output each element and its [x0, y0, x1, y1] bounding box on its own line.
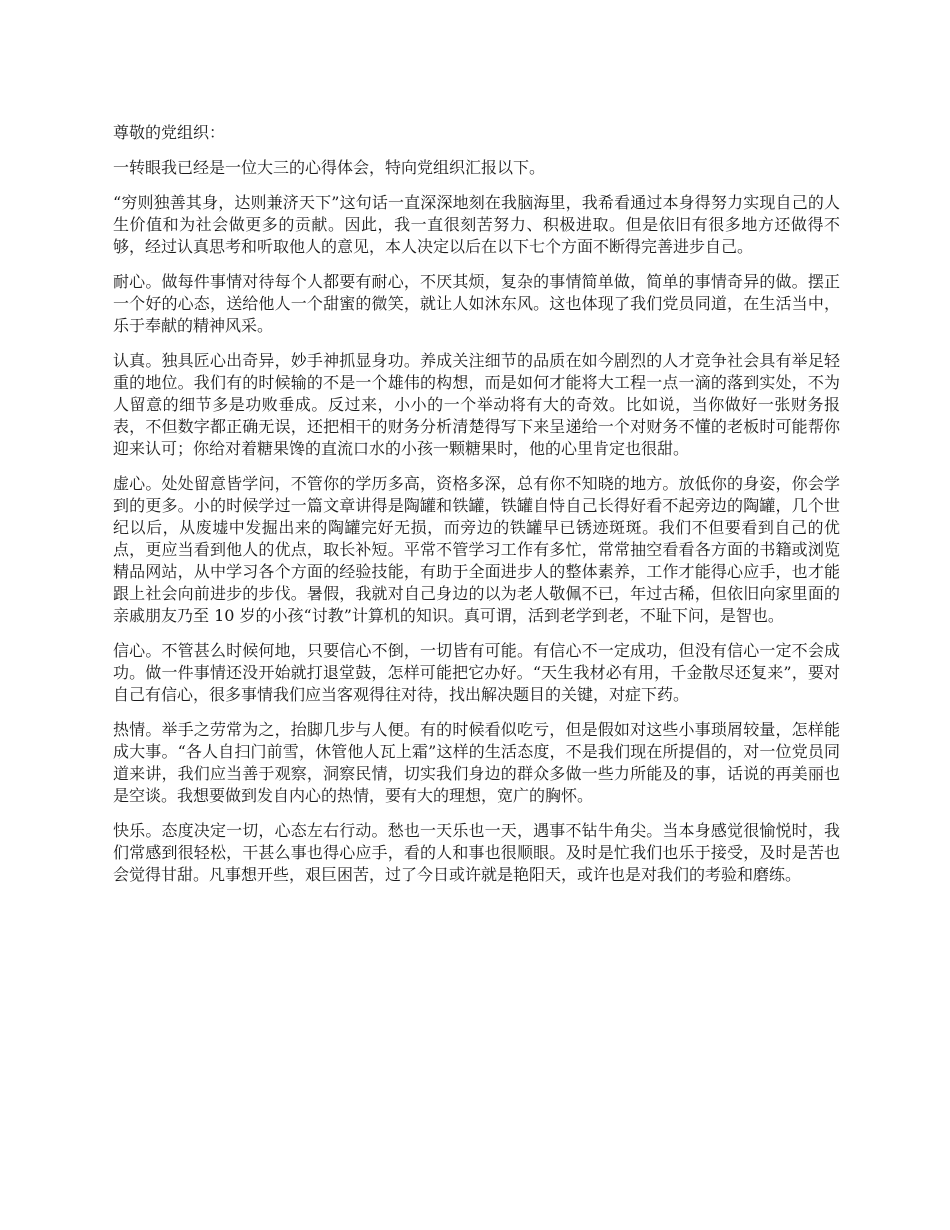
- modesty-paragraph: 虚心。处处留意皆学问，不管你的学历多高，资格多深，总有你不知晓的地方。放低你的身姿，你会学到的更多。小的时候学过一篇文章讲得是陶罐和铁罐，铁罐自恃自己长得好看不起旁边的陶罐，几个世纪以后，从废墟中发掘出来的陶罐完好无损，而旁边的铁罐早已锈迹斑斑。我们不但要看到自己的优点，更应当看到他人的优点，取长补短。平常不管学习工作有多忙，常常抽空看看各方面的书籍或浏览精品网站，从中学习各个方面的经验技能，有助于全面进步人的整体素养，工作才能得心应手，也才能跟上社会向前进步的步伐。暑假，我就对自己身边的以为老人敬佩不已，年过古稀，但依旧向家里面的亲戚朋友乃至 10 岁的小孩“讨教”计算机的知识。真可谓，活到老学到老，不耻下问，是智也。: [113, 474, 840, 625]
- motto-paragraph: “穷则独善其身，达则兼济天下”这句话一直深深地刻在我脑海里，我希看通过本身得努力实现自己的人生价值和为社会做更多的贡献。因此，我一直很刻苦努力、积极进取。但是依旧有很多地方还做得不够，经过认真思考和听取他人的意见，本人决定以后在以下七个方面不断得完善进步自己。: [113, 193, 840, 256]
- confidence-paragraph: 信心。不管甚么时候何地，只要信心不倒，一切皆有可能。有信心不一定成功，但没有信心一定不会成功。做一件事情还没开始就打退堂鼓，怎样可能把它办好。“天生我材必有用，千金散尽还复来”，要对自己有信心，很多事情我们应当客观得往对待，找出解决题目的关键，对症下药。: [113, 641, 840, 704]
- document-body: [113, 122, 840, 899]
- patience-paragraph: 耐心。做每件事情对待每个人都要有耐心，不厌其烦，复杂的事情简单做，简单的事情奇异的做。摆正一个好的心态，送给他人一个甜蜜的微笑，就让人如沐东风。这也体现了我们党员同道，在生活当中，乐于奉献的精神风采。: [113, 272, 840, 335]
- salutation: 尊敬的党组织：: [113, 123, 226, 142]
- intro-paragraph: 一转眼我已经是一位大三的心得体会，特向党组织汇报以下。: [113, 158, 546, 177]
- enthusiasm-paragraph: 热情。举手之劳常为之，抬脚几步与人便。有的时候看似吃亏，但是假如对这些小事琐屑较量，怎样能成大事。“各人自扫门前雪，休管他人瓦上霜”这样的生活态度，不是我们现在所提倡的，对一位党员同道来讲，我们应当善于观察，洞察民情，切实我们身边的群众多做一些力所能及的事，话说的再美丽也是空谈。我想要做到发自内心的热情，要有大的理想，宽广的胸怀。: [113, 720, 840, 805]
- diligence-paragraph: 认真。独具匠心出奇异，妙手神抓显身功。养成关注细节的品质在如今剧烈的人才竞争社会具有举足轻重的地位。我们有的时候输的不是一个雄伟的构想，而是如何才能将大工程一点一滴的落到实处，不为人留意的细节多是功败垂成。反过来，小小的一个举动将有大的奇效。比如说，当你做好一张财务报表，不但数字都正确无误，还把相干的财务分析清楚得写下来呈递给一个对财务不懂的老板时可能帮你迎来认可；你给对着糖果馋的直流口水的小孩一颗糖果时，他的心里肯定也很甜。: [113, 351, 840, 458]
- happiness-paragraph: 快乐。态度决定一切，心态左右行动。愁也一天乐也一天，遇事不钻牛角尖。当本身感觉很愉悦时，我们常感到很轻松，干甚么事也得心应手，看的人和事也很顺眼。及时是忙我们也乐于接受，及时是苦也会觉得甘甜。凡事想开些，艰巨困苦，过了今日或许就是艳阳天，或许也是对我们的考验和磨练。: [113, 821, 840, 884]
